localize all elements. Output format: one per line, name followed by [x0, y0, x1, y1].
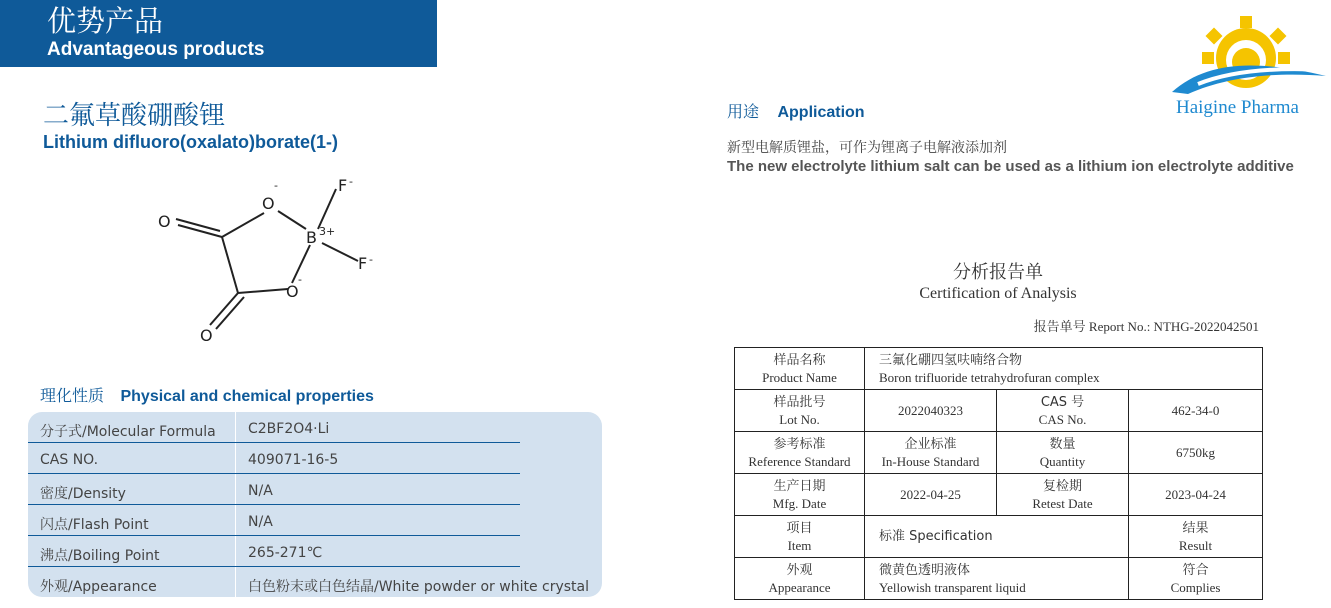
- property-key: CAS NO.: [40, 452, 99, 468]
- value-en: Complies: [1170, 579, 1221, 595]
- property-value: C2BF2O4·Li: [248, 421, 330, 437]
- section-banner: [0, 0, 437, 67]
- property-value: 白色粉末或白色结晶/White powder or white crystal: [248, 579, 590, 595]
- value-en: Boron trifluoride tetrahydrofuran complex: [879, 369, 1100, 385]
- report-number-value: Report No.: NTHG-2022042501: [1088, 319, 1259, 334]
- coa-title-zh: 分析报告单: [953, 262, 1043, 283]
- label-en: Item: [787, 537, 812, 553]
- application-text-en: The new electrolyte lithium salt can be used as a lithium ion electrolyte additive: [727, 158, 1294, 175]
- property-row: [28, 505, 602, 536]
- label-zh: 数量: [1049, 436, 1076, 452]
- cell-cas-value: 462-34-0: [1129, 390, 1263, 432]
- property-value: N/A: [248, 483, 273, 499]
- banner-title-en: Advantageous products: [47, 39, 265, 60]
- label-en: Retest Date: [1032, 495, 1093, 511]
- value-en: In-House Standard: [881, 453, 980, 469]
- cell-lot-label: [735, 390, 865, 432]
- application-heading: [727, 99, 865, 122]
- label-zh: 参考标准: [773, 436, 826, 452]
- table-row: [735, 558, 1263, 600]
- table-row: [735, 516, 1263, 558]
- cell-reference-label: [735, 432, 865, 474]
- cell-quantity-value: 6750kg: [1129, 432, 1263, 474]
- label-en: Product Name: [762, 369, 837, 385]
- label-en: Result: [1178, 537, 1213, 553]
- label-en: CAS No.: [1038, 411, 1087, 427]
- value-zh: 符合: [1182, 562, 1209, 578]
- value-zh: 三氟化硼四氢呋喃络合物: [879, 352, 1023, 368]
- charge-o-ring-bottom: -: [298, 273, 302, 286]
- cell-cas-label: [997, 390, 1129, 432]
- label-en: Appearance: [768, 579, 831, 595]
- cell-appearance-result: [1129, 558, 1263, 600]
- table-row: [735, 348, 1263, 390]
- table-row: [735, 432, 1263, 474]
- property-key: 外观/Appearance: [40, 579, 157, 595]
- label-en: Lot No.: [779, 411, 820, 427]
- charge-o-ring-top: -: [274, 179, 278, 192]
- charge-boron: 3+: [319, 225, 336, 238]
- cell-product-name-label: [735, 348, 865, 390]
- label-zh: 复检期: [1042, 478, 1082, 494]
- atom-f-right: F: [358, 254, 368, 273]
- molecular-structure: [140, 165, 380, 350]
- value-zh: 企业标准: [904, 436, 957, 452]
- label-zh: 项目: [786, 520, 813, 536]
- label-en: Quantity: [1039, 453, 1086, 469]
- property-row: [28, 443, 602, 474]
- cell-reference-value: [865, 432, 997, 474]
- atom-o-ring-top: O: [262, 194, 275, 213]
- properties-heading-zh: 理化性质: [40, 386, 105, 405]
- table-row: [735, 390, 1263, 432]
- charge-f-right: -: [369, 253, 373, 266]
- label-zh: 样品名称: [773, 352, 826, 368]
- cell-lot-value: 2022040323: [865, 390, 997, 432]
- cell-appearance-label: [735, 558, 865, 600]
- product-name-en: Lithium difluoro(oxalato)borate(1-): [43, 132, 338, 152]
- property-key: 密度/Density: [40, 486, 126, 502]
- charge-f-top: -: [349, 175, 353, 188]
- label-en: Reference Standard: [748, 453, 851, 469]
- coa-table: [734, 347, 1263, 600]
- cell-appearance-spec: [865, 558, 1129, 600]
- property-value: N/A: [248, 514, 273, 530]
- atom-o-top: O: [158, 212, 171, 231]
- label-zh: 样品批号: [773, 394, 826, 410]
- property-key: 沸点/Boiling Point: [40, 548, 160, 564]
- property-value: 265-271℃: [248, 545, 323, 561]
- company-name: Haigine Pharma: [1176, 97, 1299, 118]
- atom-f-top: F: [338, 176, 348, 195]
- property-key: 闪点/Flash Point: [40, 517, 149, 533]
- banner-title-zh: 优势产品: [47, 4, 164, 38]
- property-key: 分子式/Molecular Formula: [40, 424, 216, 440]
- property-row: [28, 567, 602, 597]
- product-name-zh: 二氟草酸硼酸锂: [43, 101, 226, 131]
- label-zh: 标准 Specification: [879, 529, 993, 544]
- properties-table: [28, 412, 602, 597]
- label-zh: 生产日期: [773, 478, 826, 494]
- property-row: [28, 412, 602, 443]
- label-zh: 结果: [1182, 520, 1209, 536]
- properties-heading-en: Physical and chemical properties: [120, 388, 374, 405]
- atom-o-bottom: O: [200, 326, 213, 345]
- cell-item-label: [735, 516, 865, 558]
- property-value: 409071-16-5: [248, 452, 339, 468]
- cell-result-label: [1129, 516, 1263, 558]
- application-heading-zh: 用途: [727, 102, 760, 121]
- atom-boron: B: [306, 228, 317, 247]
- cell-retest-label: [997, 474, 1129, 516]
- table-row: [735, 474, 1263, 516]
- cell-mfg-label: [735, 474, 865, 516]
- coa-title-en: Certification of Analysis: [919, 285, 1077, 302]
- label-en: Mfg. Date: [772, 495, 827, 511]
- application-text-zh: 新型电解质锂盐，可作为锂离子电解液添加剂: [727, 140, 1007, 156]
- cell-product-name-value: [865, 348, 1263, 390]
- value-en: Yellowish transparent liquid: [879, 579, 1026, 595]
- property-row: [28, 536, 602, 567]
- atom-o-ring-bottom: O: [286, 282, 299, 301]
- label-zh: 外观: [786, 562, 813, 578]
- value-zh: 微黄色透明液体: [879, 562, 971, 578]
- application-heading-en: Application: [777, 104, 865, 121]
- cell-quantity-label: [997, 432, 1129, 474]
- properties-heading: [40, 383, 374, 406]
- label-zh: CAS 号: [1040, 394, 1085, 410]
- cell-specification-label: [865, 516, 1129, 558]
- cell-retest-value: 2023-04-24: [1129, 474, 1263, 516]
- report-number: [1034, 316, 1259, 335]
- report-number-label-zh: 报告单号: [1033, 320, 1086, 335]
- property-row: [28, 474, 602, 505]
- cell-mfg-value: 2022-04-25: [865, 474, 997, 516]
